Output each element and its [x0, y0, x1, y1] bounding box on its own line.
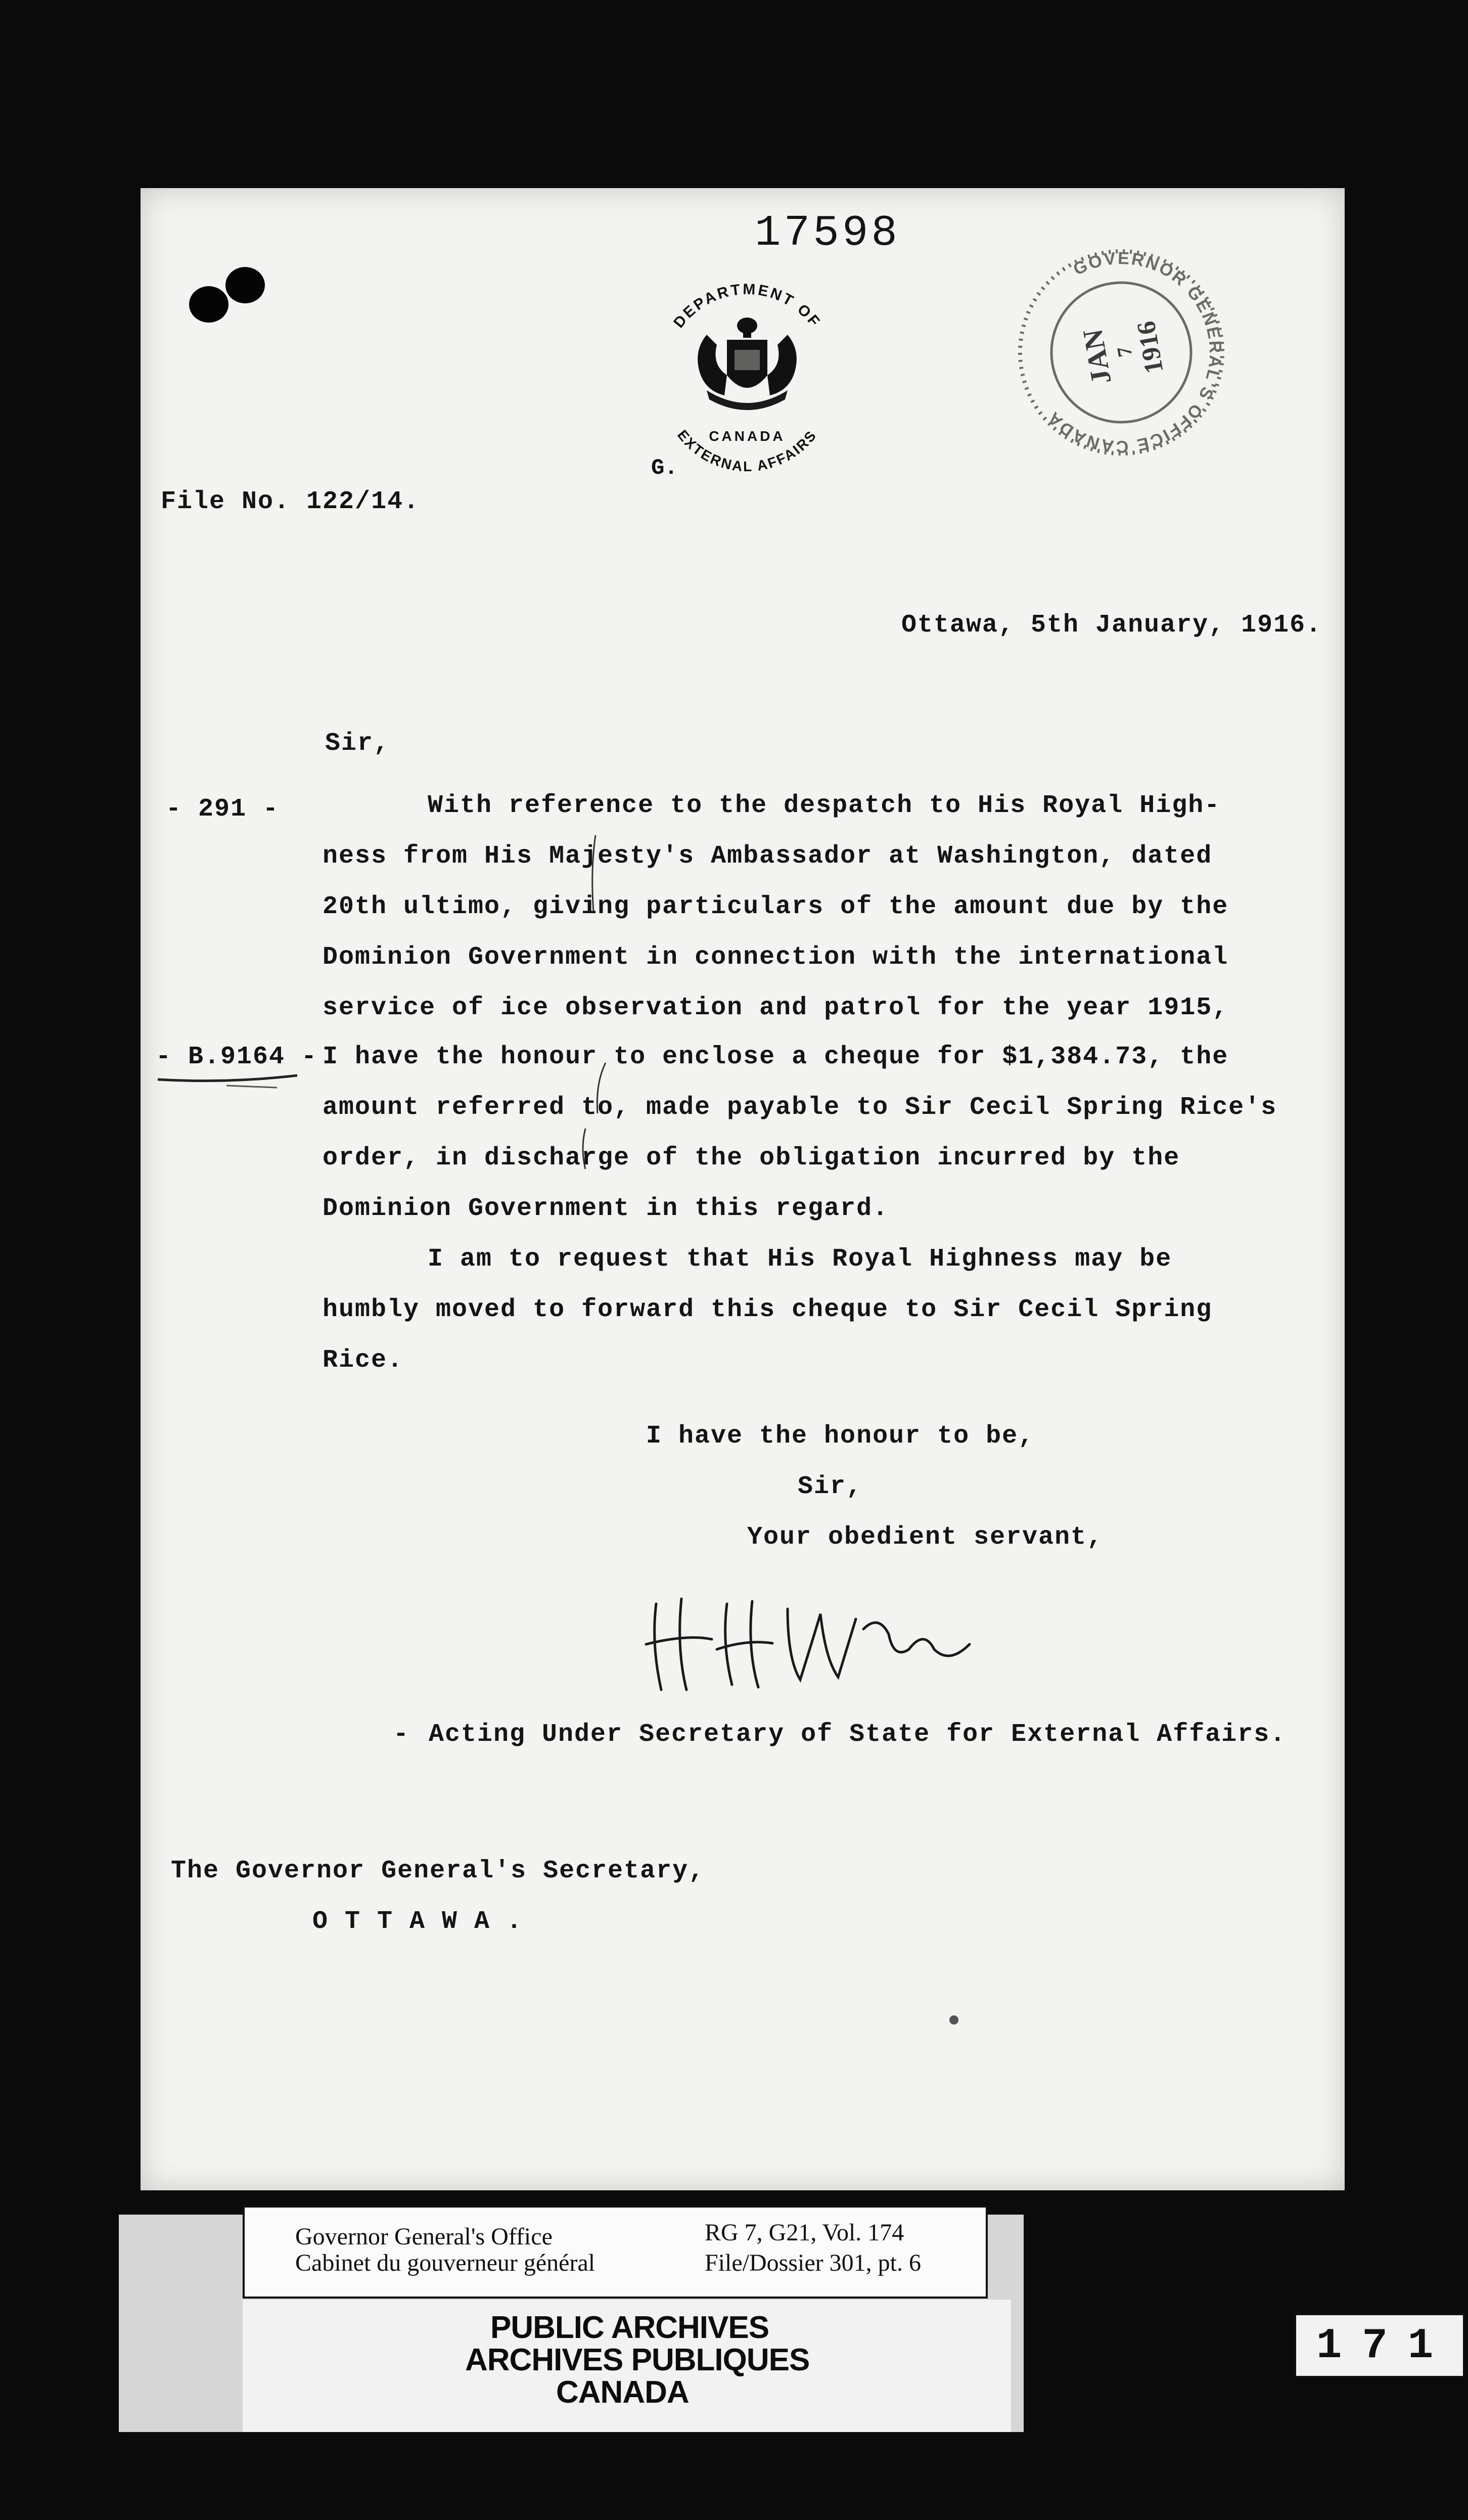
body-line: service of ice observation and patrol for the year 1915, [323, 994, 1229, 1022]
office-english: Governor General's Office [295, 2223, 553, 2250]
punch-hole-right [225, 267, 265, 303]
received-date-stamp [1013, 244, 1230, 461]
body-line: 20th ultimo, giving particulars of the amount due by the [323, 892, 1229, 921]
signatory-title: Acting Under Secretary of State for External Affairs. [429, 1720, 1287, 1749]
frame-number-box [1294, 2313, 1465, 2378]
seal-ring-top: DEPARTMENT OF [670, 281, 824, 331]
archive-reference-label [243, 2206, 988, 2299]
body-line: amount referred to, made payable to Sir Cecil Spring Rice's [323, 1093, 1277, 1122]
body-line: Dominion Government in connection with the international [323, 943, 1229, 972]
coat-of-arms-icon [698, 318, 797, 410]
margin-reference-291: - 291 - [166, 795, 280, 824]
frame-number: 171 [1316, 2322, 1454, 2370]
addressee-line-2: O T T A W A . [312, 1907, 523, 1936]
public-archives-label [243, 2300, 1011, 2432]
closing-line-2: Sir, [798, 1472, 863, 1501]
margin-reference-b9164: - B.9164 - [156, 1043, 318, 1071]
handwritten-signature [626, 1584, 990, 1705]
stamp-ring-text: GOVERNOR GENERAL'S OFFICE CANADA [1043, 248, 1225, 457]
margin-underline-mark [156, 1070, 302, 1091]
archives-english: PUBLIC ARCHIVES [490, 2310, 769, 2345]
letter-page [141, 188, 1345, 2190]
body-line: Rice. [323, 1346, 404, 1375]
salutation: Sir, [325, 729, 390, 758]
file-dossier-reference: File/Dossier 301, pt. 6 [705, 2249, 921, 2276]
seal-ring-bottom: EXTERNAL AFFAIRS [674, 427, 820, 475]
stamp-year: 1916 [1131, 319, 1169, 376]
seal-marker: G. [651, 456, 678, 481]
body-line: With reference to the despatch to His Royal High- [428, 791, 1221, 820]
dash-mark: - [393, 1720, 410, 1749]
file-number: File No. 122/14. [161, 487, 420, 516]
body-line: ness from His Majesty's Ambassador at Washington, dated [323, 842, 1213, 871]
department-of-external-affairs-seal [631, 269, 863, 481]
closing-line-3: Your obedient servant, [747, 1523, 1104, 1552]
seal-country: CANADA [709, 428, 786, 444]
archives-country: CANADA [556, 2375, 689, 2410]
archives-french: ARCHIVES PUBLIQUES [465, 2343, 810, 2377]
office-french: Cabinet du gouverneur général [295, 2249, 595, 2276]
ink-speck [949, 2015, 958, 2024]
body-line: Dominion Government in this regard. [323, 1194, 889, 1223]
body-line: order, in discharge of the obligation incurred by the [323, 1144, 1180, 1173]
body-line: I have the honour to enclose a cheque for $1,384.73, the [323, 1043, 1229, 1071]
punch-hole-left [189, 286, 228, 323]
document-number: 17598 [755, 208, 901, 258]
body-line: humbly moved to forward this cheque to Sir Cecil Spring [323, 1295, 1213, 1324]
stamp-day: 7 [1112, 345, 1137, 359]
closing-line-1: I have the honour to be, [646, 1422, 1035, 1451]
date-line: Ottawa, 5th January, 1916. [901, 611, 1322, 640]
stamp-month: JAN [1077, 327, 1118, 387]
addressee-line-1: The Governor General's Secretary, [171, 1857, 705, 1885]
body-line: I am to request that His Royal Highness may be [428, 1245, 1172, 1274]
rg-reference: RG 7, G21, Vol. 174 [705, 2219, 904, 2246]
